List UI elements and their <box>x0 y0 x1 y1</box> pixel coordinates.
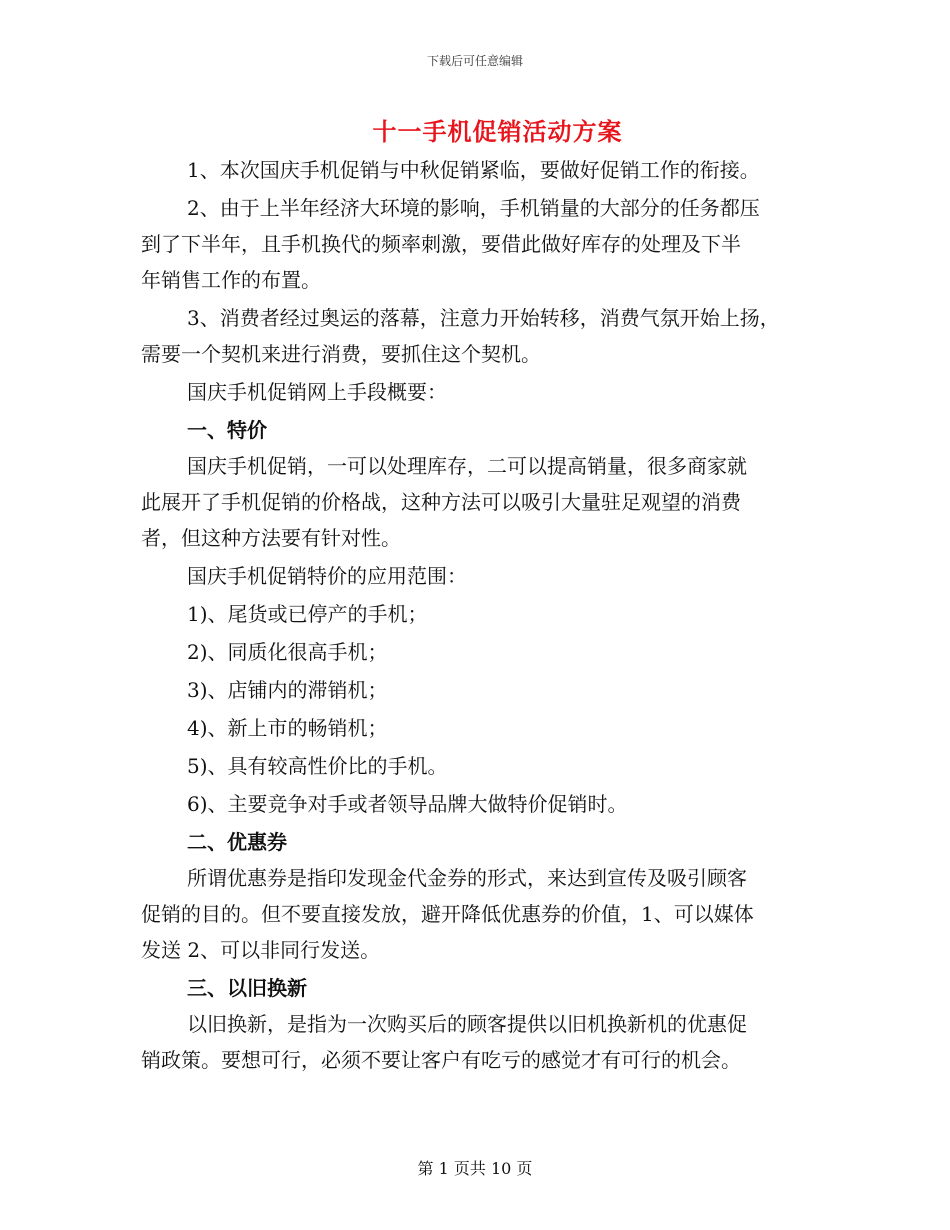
paragraph-2-line-3: 年销售工作的布置。 <box>141 268 321 292</box>
list-item: 1)、尾货或已停产的手机； <box>187 602 428 626</box>
section-heading-coupon: 二、优惠券 <box>187 830 287 854</box>
paragraph-2-line-2: 到了下半年，且手机换代的频率刺激，要借此做好库存的处理及下半 <box>141 232 741 256</box>
document-body <box>141 152 821 1078</box>
section-3-line-2: 销政策。要想可行，必须不要让客户有吃亏的感觉才有可行的机会。 <box>141 1048 741 1072</box>
paragraph-2-line-1: 2、由于上半年经济大环境的影响，手机销量的大部分的任务都压 <box>187 196 760 220</box>
paragraph-3-line-2: 需要一个契机来进行消费，要抓住这个契机。 <box>141 342 541 366</box>
section-heading-trade-in: 三、以旧换新 <box>187 976 307 1000</box>
list-item: 5)、具有较高性价比的手机。 <box>187 754 448 778</box>
overview-paragraph: 国庆手机促销网上手段概要： <box>187 380 447 404</box>
document-title: 十一手机促销活动方案 <box>372 117 623 146</box>
section-2-line-3: 发送 2、可以非同行发送。 <box>141 938 381 962</box>
section-1-line-2: 此展开了手机促销的价格战，这种方法可以吸引大量驻足观望的消费 <box>141 490 741 514</box>
section-2-line-1: 所谓优惠券是指印发现金代金券的形式，来达到宣传及吸引顾客 <box>187 866 747 890</box>
paragraph-1: 1、本次国庆手机促销与中秋促销紧临，要做好促销工作的衔接。 <box>187 158 760 182</box>
list-item: 6)、主要竞争对手或者领导品牌大做特价促销时。 <box>187 792 628 816</box>
list-item: 4)、新上市的畅销机； <box>187 716 388 740</box>
section-1-line-3: 者，但这种方法要有针对性。 <box>141 526 401 550</box>
list-item: 2)、同质化很高手机； <box>187 640 388 664</box>
list-item: 3)、店铺内的滞销机； <box>187 678 388 702</box>
page-footer: 第 1 页共 10 页 <box>417 1159 533 1178</box>
section-heading-special-price: 一、特价 <box>187 418 267 442</box>
section-1-line-1: 国庆手机促销，一可以处理库存，二可以提高销量，很多商家就 <box>187 454 747 478</box>
scope-paragraph: 国庆手机促销特价的应用范围： <box>187 564 467 588</box>
section-3-line-1: 以旧换新，是指为一次购买后的顾客提供以旧机换新机的优惠促 <box>187 1012 747 1036</box>
section-2-line-2: 促销的目的。但不要直接发放，避开降低优惠券的价值，1、可以媒体 <box>141 902 754 926</box>
page-header-note: 下载后可任意编辑 <box>426 54 523 68</box>
paragraph-3-line-1: 3、消费者经过奥运的落幕，注意力开始转移，消费气氛开始上扬， <box>187 306 780 330</box>
